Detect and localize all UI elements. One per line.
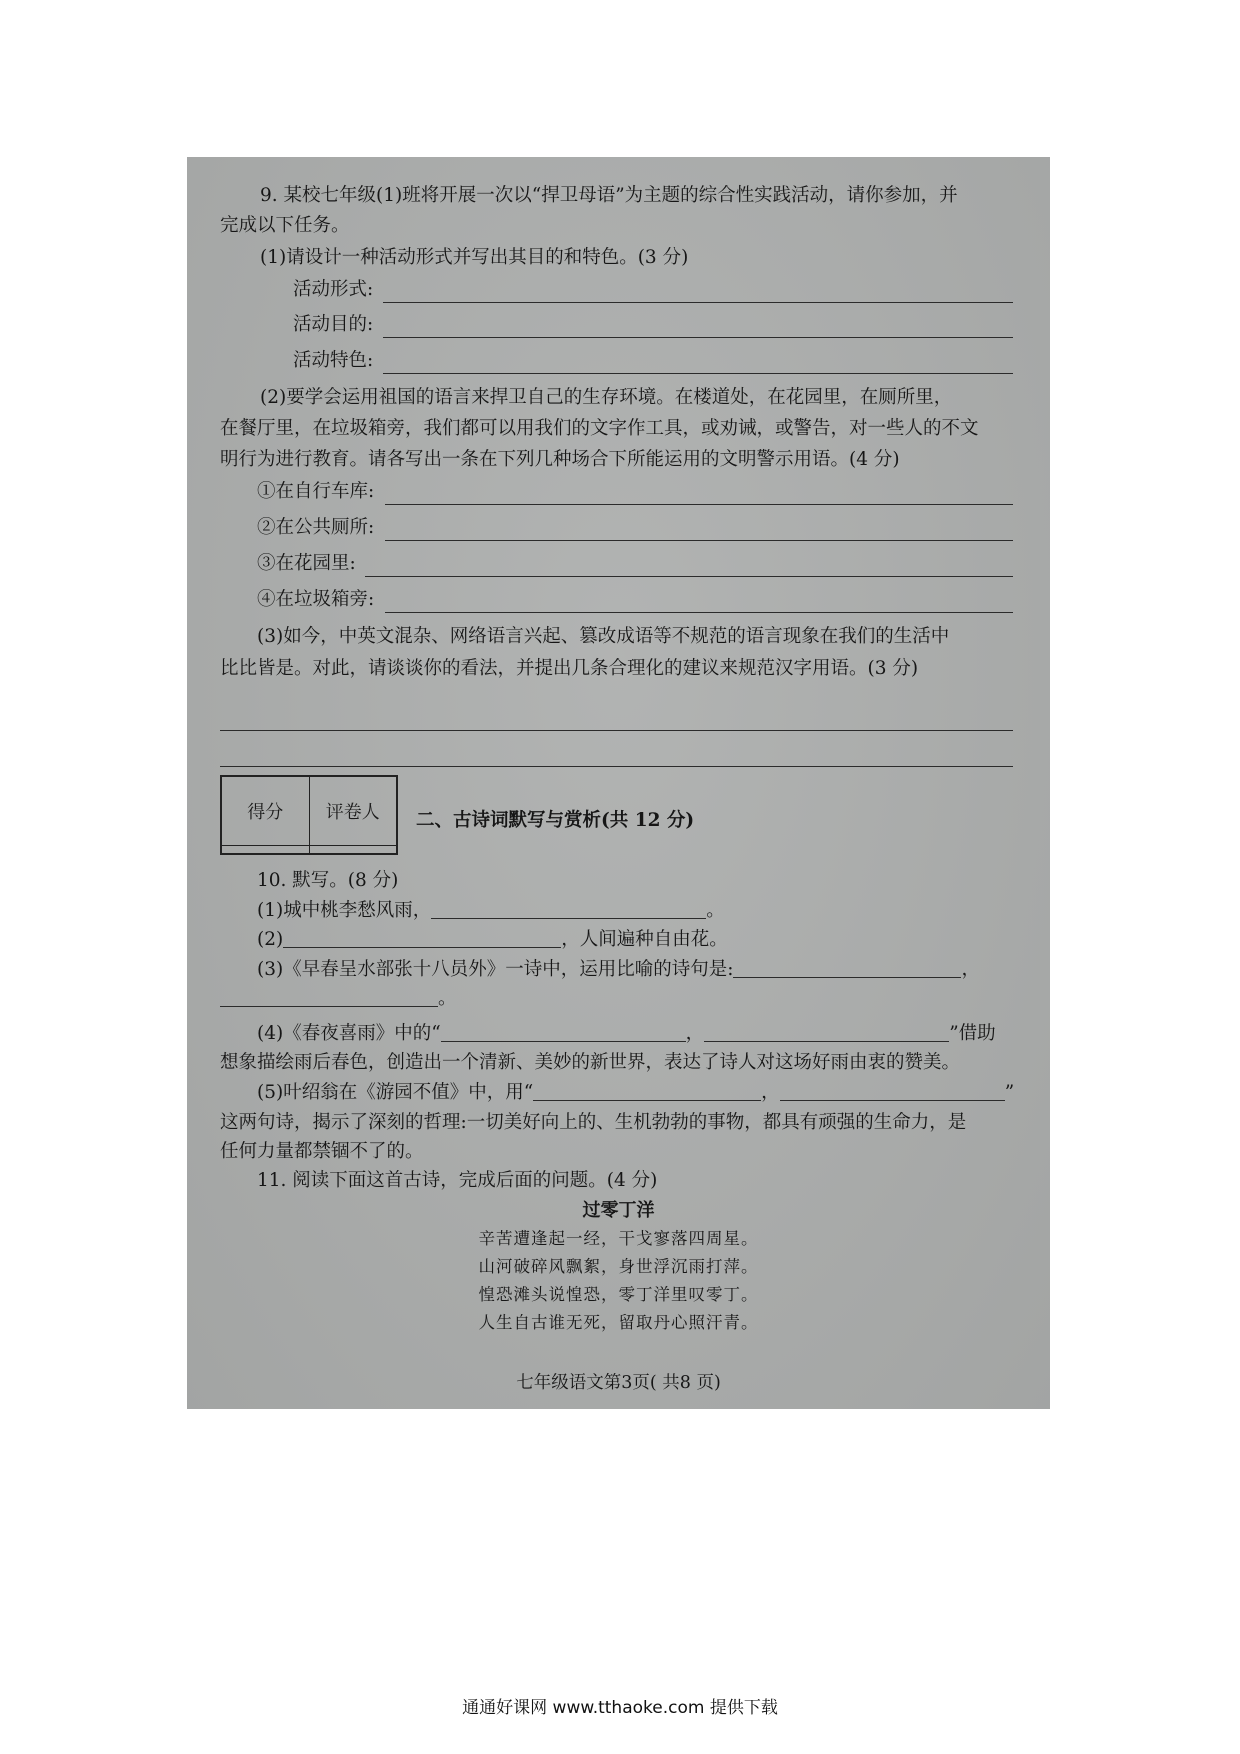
poem-line-1: 辛苦遭逢起一经，干戈寥落四周星。: [478, 1229, 759, 1248]
q10-title: 10. 默写。(8 分): [257, 870, 399, 891]
q10-item3-blank-b[interactable]: [220, 988, 438, 1007]
q10-item4-line2: 想象描绘雨后春色，创造出一个清新、美妙的新世界，表达了诗人对这场好雨由衷的赞美。: [220, 1052, 961, 1073]
answer-line-trash-bin[interactable]: [385, 612, 1013, 613]
score-header: 得分: [221, 776, 309, 846]
q10-item5-blank-a[interactable]: [533, 1082, 761, 1101]
q9-stem-line2: 完成以下任务。: [220, 215, 350, 236]
q10-item1: [257, 900, 725, 922]
q10-item5-line3: 任何力量都禁锢不了的。: [220, 1141, 424, 1162]
q9-part3-line1: (3)如今，中英文混杂、网络语言兴起、篡改成语等不规范的语言现象在我们的生活中: [257, 626, 950, 647]
field-label-activity-feature: 活动特色:: [293, 350, 374, 371]
poem-title: 过零丁洋: [582, 1200, 655, 1221]
q10-item3-cont: [220, 988, 457, 1010]
poem-line-4: 人生自古谁无死，留取丹心照汗青。: [478, 1313, 759, 1332]
download-footer: 通通好课网 www.tthaoke.com 提供下载: [462, 1698, 778, 1718]
grader-cell[interactable]: [309, 846, 397, 854]
score-table: [220, 775, 398, 855]
answer-line-bike-garage[interactable]: [385, 504, 1013, 505]
q10-item4-text: (4)《春夜喜雨》中的“: [257, 1023, 441, 1044]
poem-line-3: 惶恐滩头说惶恐，零丁洋里叹零丁。: [478, 1285, 759, 1304]
field-label-garden: ③在花园里:: [257, 553, 356, 574]
field-label-activity-purpose: 活动目的:: [293, 314, 374, 335]
q10-item5-end: ”: [1004, 1082, 1015, 1103]
grader-header: 评卷人: [309, 776, 397, 846]
q10-item4-comma: ，: [685, 1023, 705, 1044]
q10-item1-blank[interactable]: [431, 900, 706, 919]
field-label-bike-garage: ①在自行车库:: [257, 481, 375, 502]
q10-item3-end: 。: [438, 988, 457, 1009]
q10-item3: [257, 959, 980, 981]
q10-item4-blank-b[interactable]: [704, 1023, 949, 1042]
q10-item1-text: (1)城中桃李愁风雨，: [257, 900, 432, 921]
answer-line-activity-form[interactable]: [383, 302, 1013, 303]
q10-item4-blank-a[interactable]: [441, 1023, 686, 1042]
q9-stem-line1: 9. 某校七年级(1)班将开展一次以“捍卫母语”为主题的综合性实践活动，请你参加，并: [260, 185, 958, 206]
exam-page-photo: [187, 157, 1050, 1409]
q10-item5-text: (5)叶绍翁在《游园不值》中，用“: [257, 1082, 534, 1103]
q10-item4: [257, 1023, 996, 1045]
answer-line-activity-feature[interactable]: [383, 373, 1013, 374]
answer-line-public-toilet[interactable]: [385, 540, 1013, 541]
q9-part1-prompt: (1)请设计一种活动形式并写出其目的和特色。(3 分): [260, 247, 689, 268]
q11-title: 11. 阅读下面这首古诗，完成后面的问题。(4 分): [257, 1170, 658, 1191]
q10-item4-tail: ”借助: [949, 1023, 996, 1044]
q9-part2-line1: (2)要学会运用祖国的语言来捍卫自己的生存环境。在楼道处，在花园里，在厕所里，: [260, 387, 953, 408]
q10-item2-text: ，人间遍种自由花。: [561, 929, 728, 950]
q10-item3-comma: ，: [961, 959, 980, 980]
page-number: 七年级语文第3页( 共8 页): [516, 1373, 721, 1393]
q10-item5-blank-b[interactable]: [780, 1082, 1005, 1101]
q10-item2-blank[interactable]: [283, 929, 561, 948]
answer-line-garden[interactable]: [365, 576, 1013, 577]
q10-item5: [257, 1082, 1014, 1104]
answer-line-q9-part3-b[interactable]: [220, 766, 1013, 767]
q10-item5-comma: ，: [761, 1082, 780, 1103]
q10-item5-line2: 这两句诗，揭示了深刻的哲理:一切美好向上的、生机勃勃的事物，都具有顽强的生命力，是: [220, 1112, 967, 1133]
field-label-trash-bin: ④在垃圾箱旁:: [257, 589, 375, 610]
q9-part3-line2: 比比皆是。对此，请谈谈你的看法，并提出几条合理化的建议来规范汉字用语。(3 分): [220, 658, 919, 679]
q9-part2-line3: 明行为进行教育。请各写出一条在下列几种场合下所能运用的文明警示用语。(4 分): [220, 449, 900, 470]
answer-line-activity-purpose[interactable]: [383, 337, 1013, 338]
q10-item2-label: (2): [257, 929, 284, 950]
q10-item3-blank-a[interactable]: [733, 959, 961, 978]
q9-part2-line2: 在餐厅里，在垃圾箱旁，我们都可以用我们的文字作工具，或劝诫，或警告，对一些人的不文: [220, 418, 979, 439]
score-cell[interactable]: [221, 846, 309, 854]
answer-line-q9-part3-a[interactable]: [220, 730, 1013, 731]
q10-item1-end: 。: [706, 900, 725, 921]
section-2-title: 二、古诗词默写与赏析(共 12 分): [416, 810, 695, 831]
q10-item3-text: (3)《早春呈水部张十八员外》一诗中，运用比喻的诗句是:: [257, 959, 734, 980]
field-label-activity-form: 活动形式:: [293, 279, 374, 300]
q10-item2: [257, 929, 728, 951]
field-label-public-toilet: ②在公共厕所:: [257, 517, 375, 538]
poem-line-2: 山河破碎风飘絮，身世浮沉雨打萍。: [478, 1257, 759, 1276]
